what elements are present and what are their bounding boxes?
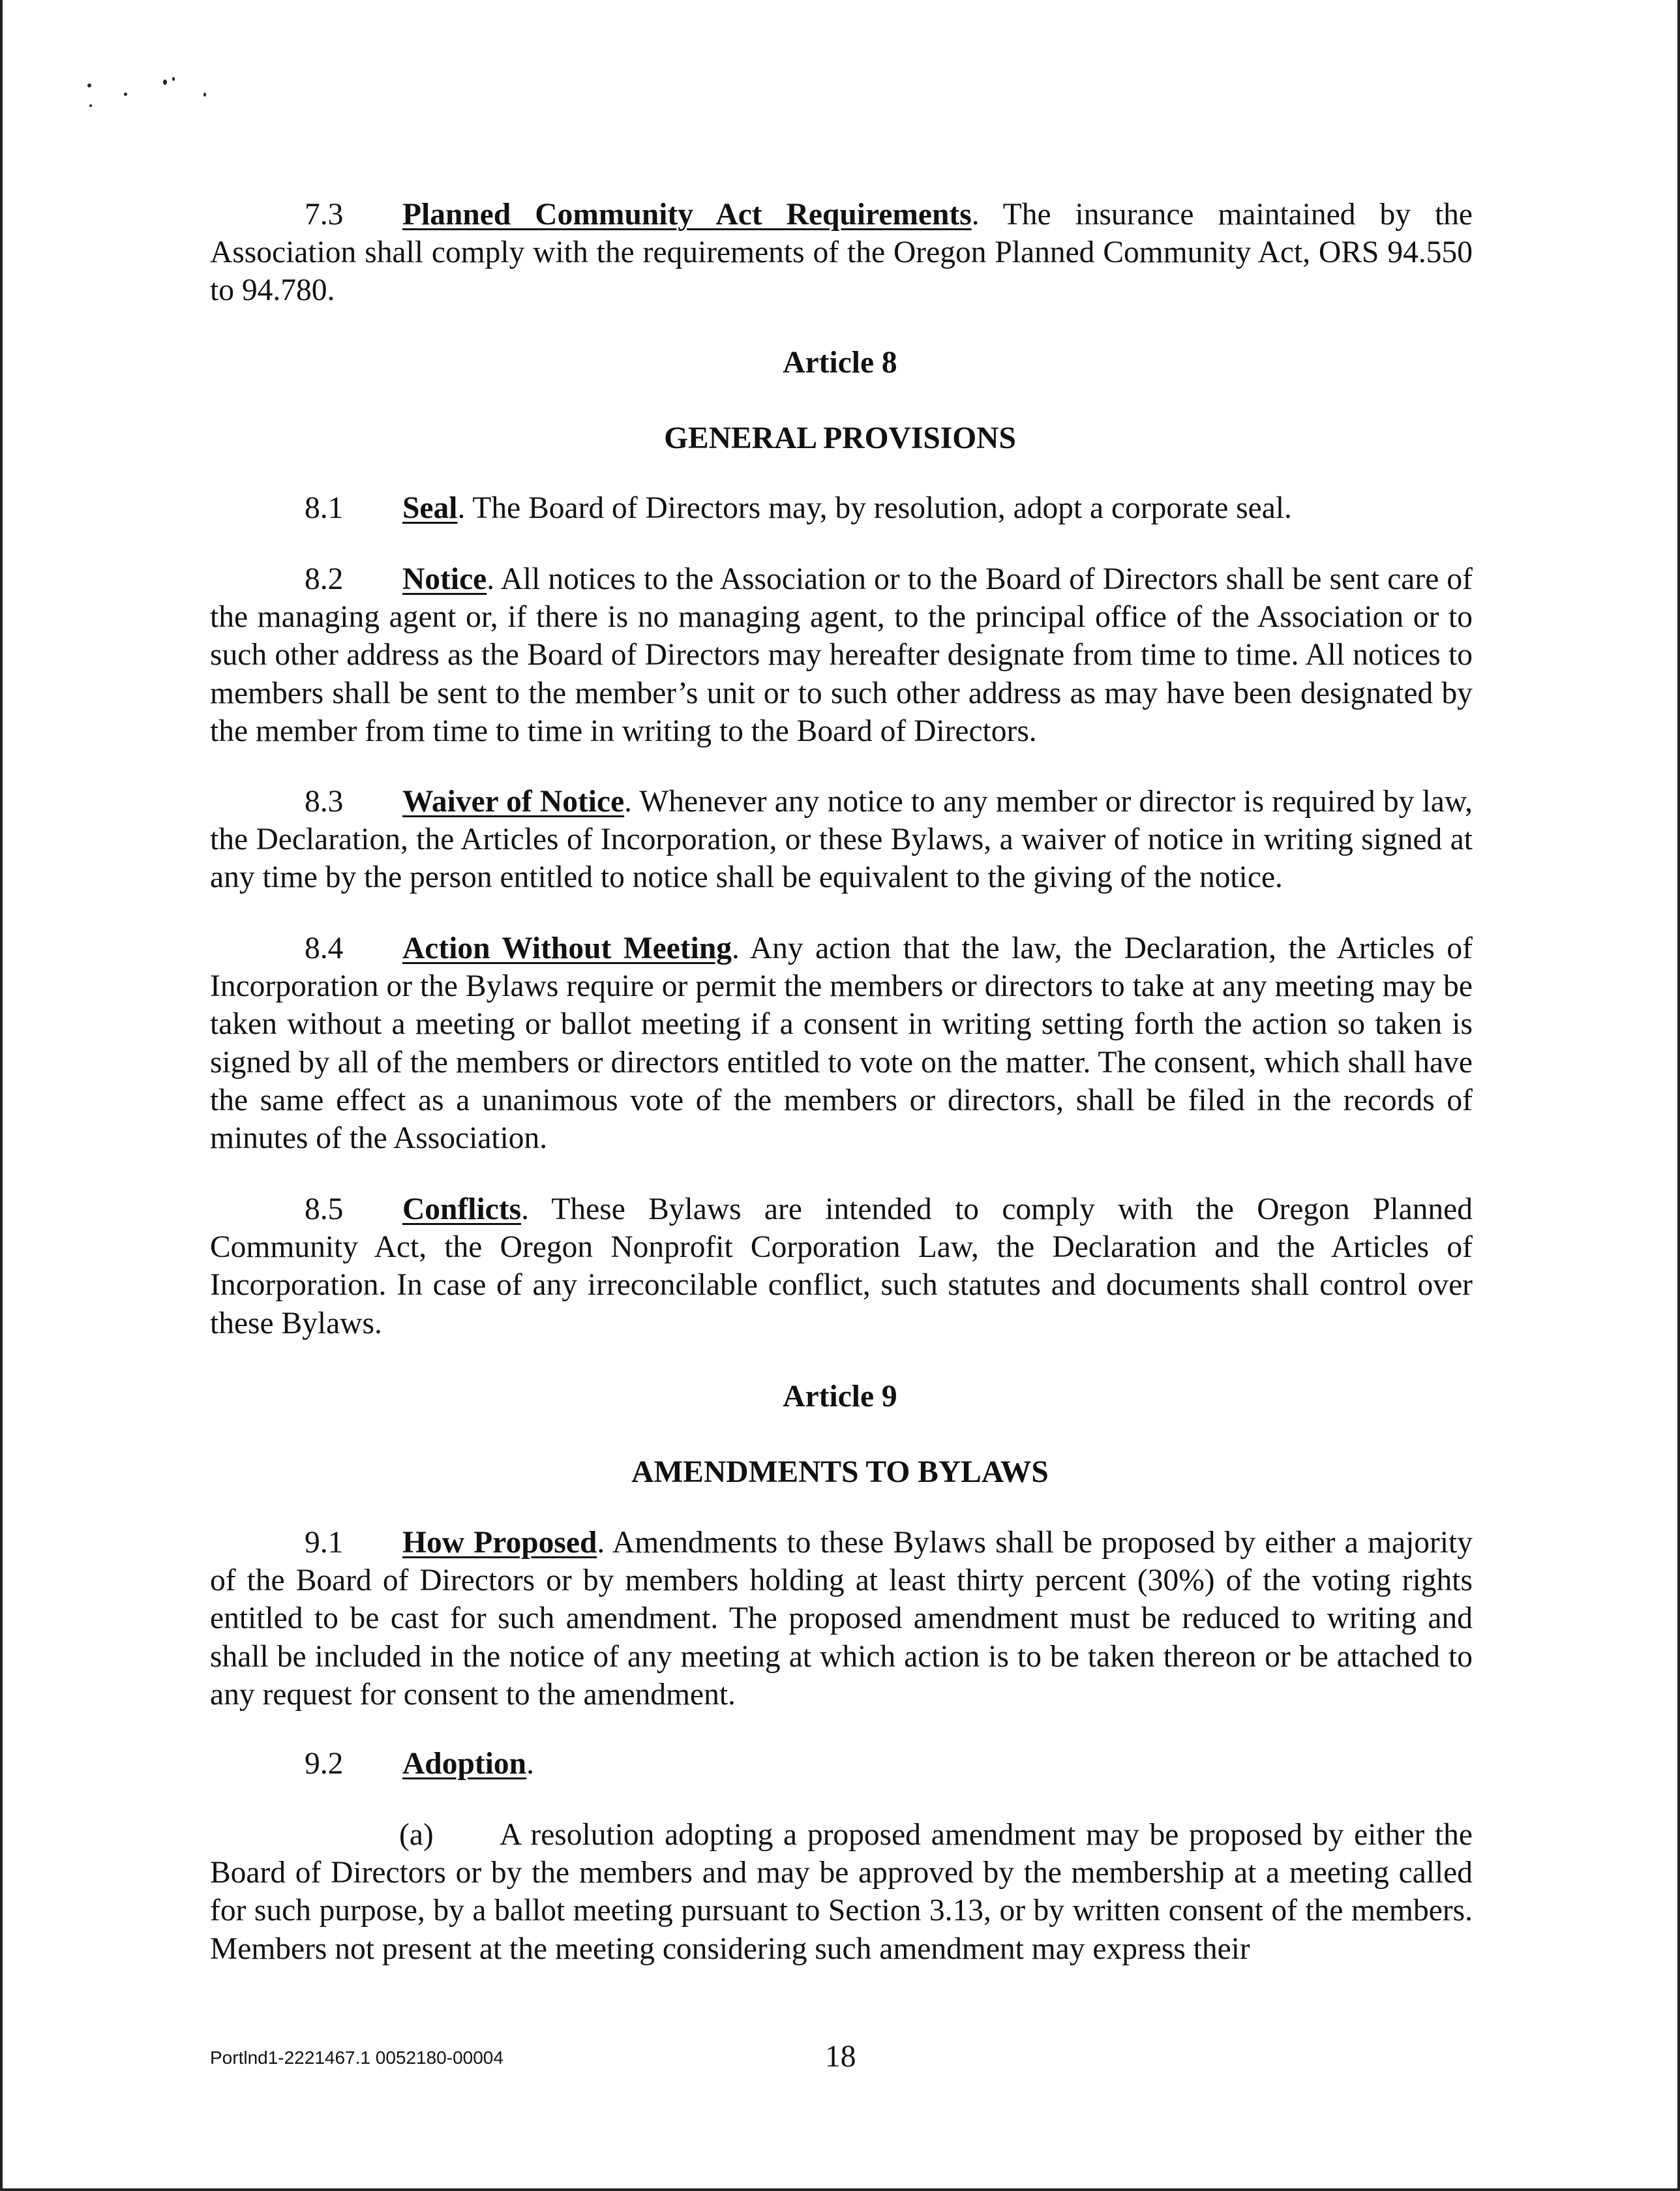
section-8-5 xyxy=(210,1190,1473,1342)
section-number: 8.3 xyxy=(305,785,344,819)
section-number: 7.3 xyxy=(305,198,344,232)
article-8-label: Article 8 xyxy=(783,346,897,380)
scan-speck xyxy=(89,104,92,107)
section-9-2 xyxy=(210,1745,1473,1783)
section-title: How Proposed xyxy=(402,1526,597,1560)
scan-speck xyxy=(172,77,175,81)
section-number: 8.5 xyxy=(305,1192,344,1226)
subsection-number: (a) xyxy=(399,1818,434,1852)
section-title: Planned Community Act Requirements xyxy=(402,198,972,232)
section-number: 8.4 xyxy=(305,931,344,965)
section-title: Conflicts xyxy=(402,1192,522,1226)
scan-speck xyxy=(203,93,206,97)
scan-speck xyxy=(87,83,91,87)
subsection-text: A resolution adopting a proposed amendment may be proposed by either the Board of Directors or by the members and may be approved by the membership at a meeting called for such purpose, by a ballot meeting pursuant to Section 3.13, or by written consent of the members. Members not present at the meeting considering such amendment may express their xyxy=(210,1818,1473,1966)
section-9-1 xyxy=(210,1524,1473,1714)
section-9-2-a xyxy=(210,1816,1473,1968)
section-number: 8.2 xyxy=(305,562,344,596)
article-9-label: Article 9 xyxy=(783,1380,897,1413)
section-7-3 xyxy=(210,196,1473,310)
section-text: . These Bylaws are intended to comply with the Oregon Planned Community Act, the Oregon Nonprofit Corporation Law, the Declaration and the Articles of Incorporation. In case of any irreconcilable conflict, such statutes and documents shall control over these Bylaws. xyxy=(210,1192,1473,1340)
section-8-4 xyxy=(210,929,1473,1157)
section-text: . The insurance maintained by the Association shall comply with the requirements of the Oregon Planned Community Act, ORS 94.550 to 94.780. xyxy=(210,198,1473,308)
section-title: Adoption xyxy=(402,1747,527,1781)
section-text: . Whenever any notice to any member or director is required by law, the Declaration, the Articles of Incorporation, or these Bylaws, a waiver of notice in writing signed at any time by the person entitled to notice shall be equivalent to the giving of the notice. xyxy=(210,785,1473,895)
section-text: . Amendments to these Bylaws shall be proposed by either a majority of the Board of Directors or by members holding at least thirty percent (30%) of the voting rights entitled to be cast for such amendment. The proposed amendment must be reduced to writing and shall be included in the notice of any meeting at which action is to be taken thereon or be attached to any request for consent to the amendment. xyxy=(210,1526,1473,1712)
scan-speck xyxy=(163,80,167,85)
section-title: Seal xyxy=(402,491,458,525)
section-number: 8.1 xyxy=(305,491,344,525)
article-8-title: GENERAL PROVISIONS xyxy=(664,421,1016,455)
section-title: Waiver of Notice xyxy=(402,785,625,819)
section-8-2 xyxy=(210,560,1473,750)
section-text: . xyxy=(526,1747,534,1781)
section-text: . All notices to the Association or to the Board of Directors shall be sent care of the managing agent or, if there is no managing agent, to the principal office of the Association or to such other address as the Board of Directors may hereafter designate from time to time. All notices to members shall be sent to the member’s unit or to such other address as may have been designated by the member from time to time in writing to the Board of Directors. xyxy=(210,562,1473,748)
article-9-title: AMENDMENTS TO BYLAWS xyxy=(631,1455,1049,1489)
scan-speck xyxy=(124,93,127,96)
section-title: Notice xyxy=(402,562,487,596)
section-text: . The Board of Directors may, by resolution, adopt a corporate seal. xyxy=(457,491,1292,525)
section-8-1 xyxy=(210,489,1473,527)
section-number: 9.1 xyxy=(305,1526,344,1560)
page-number: 18 xyxy=(825,2040,856,2074)
footer-document-id: Portlnd1-2221467.1 0052180-00004 xyxy=(210,2047,503,2068)
section-title: Action Without Meeting xyxy=(402,931,732,965)
section-text: . Any action that the law, the Declaration, the Articles of Incorporation or the Bylaws require or permit the members or directors to take at any meeting may be taken without a meeting or ballot meeting if a consent in writing setting forth the action so taken is signed by all of the members or directors entitled to vote on the matter. The consent, which shall have the same effect as a unanimous vote of the members or directors, shall be filed in the records of minutes of the Association. xyxy=(210,931,1473,1156)
section-8-3 xyxy=(210,783,1473,897)
section-number: 9.2 xyxy=(305,1747,344,1781)
